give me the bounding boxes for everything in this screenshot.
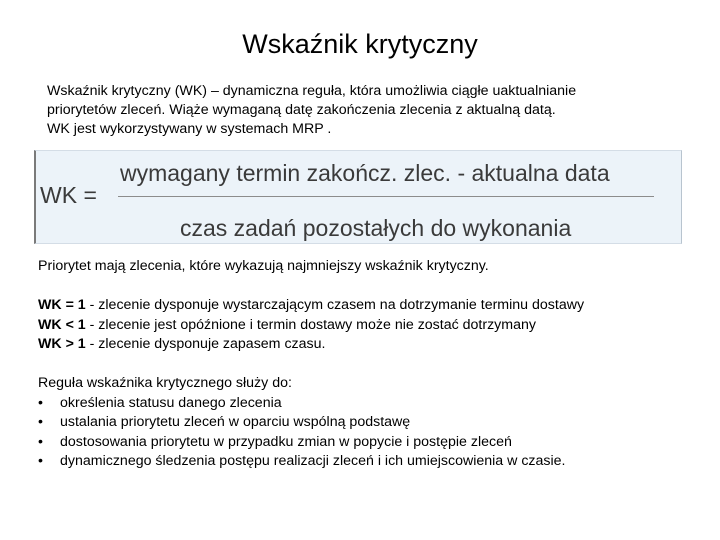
intro-line-2: priorytetów zleceń. Wiąże wymaganą datę zakończenia zlecenia z aktualną datą. bbox=[47, 102, 556, 118]
list-item bbox=[38, 433, 698, 453]
list-item-text: dostosowania priorytetu w przypadku zmian w popycie i postępie zleceń bbox=[60, 433, 512, 450]
list-item-text: ustalania priorytetu zleceń w oparciu wspólną podstawę bbox=[60, 414, 411, 430]
case-description: - zlecenie dysponuje zapasem czasu. bbox=[85, 336, 326, 352]
list-item-text: dynamicznego śledzenia postępu realizacji zleceń i ich umiejscowienia w czasie. bbox=[60, 453, 566, 469]
case-condition: WK = 1 bbox=[38, 297, 86, 313]
formula-lhs: WK = bbox=[40, 182, 97, 208]
uses-heading: Reguła wskaźnika krytycznego służy do: bbox=[38, 375, 292, 391]
case-row bbox=[38, 335, 698, 355]
bullet-icon: • bbox=[38, 453, 43, 469]
uses-section bbox=[38, 374, 698, 472]
case-description: - zlecenie jest opóźnione i termin dostawy może nie zostać dotrzymany bbox=[85, 316, 536, 333]
intro-paragraph bbox=[47, 82, 687, 139]
list-item bbox=[38, 452, 698, 472]
bullet-icon: • bbox=[38, 394, 43, 411]
bullet-icon: • bbox=[38, 433, 43, 450]
priority-text: Priorytet mają zlecenia, które wykazują najmniejszy wskaźnik krytyczny. bbox=[38, 258, 489, 274]
list-item-text: określenia statusu danego zlecenia bbox=[60, 394, 282, 411]
list-item bbox=[38, 394, 698, 414]
case-row bbox=[38, 296, 698, 316]
intro-line-3: WK jest wykorzystywany w systemach MRP . bbox=[47, 121, 332, 137]
bullet-icon: • bbox=[38, 414, 43, 430]
formula-numerator: wymagany termin zakończ. zlec. - aktualna data bbox=[120, 160, 610, 186]
formula-box bbox=[34, 150, 682, 244]
list-item bbox=[38, 413, 698, 433]
intro-term: Wskaźnik krytyczny (WK) bbox=[47, 83, 208, 99]
intro-line-1-text: – dynamiczna reguła, która umożliwia ciągłe uaktualnianie bbox=[207, 83, 577, 99]
cases-list bbox=[38, 296, 698, 355]
case-row bbox=[38, 316, 698, 336]
case-condition: WK > 1 bbox=[38, 336, 86, 352]
intro-line-1 bbox=[47, 82, 687, 101]
case-condition: WK < 1 bbox=[38, 316, 86, 333]
case-description: - zlecenie dysponuje wystarczającym czasem na dotrzymanie terminu dostawy bbox=[85, 297, 585, 313]
page-title: Wskaźnik krytyczny bbox=[242, 29, 478, 59]
fraction-bar bbox=[118, 196, 654, 197]
formula-denominator: czas zadań pozostałych do wykonania bbox=[180, 215, 572, 241]
